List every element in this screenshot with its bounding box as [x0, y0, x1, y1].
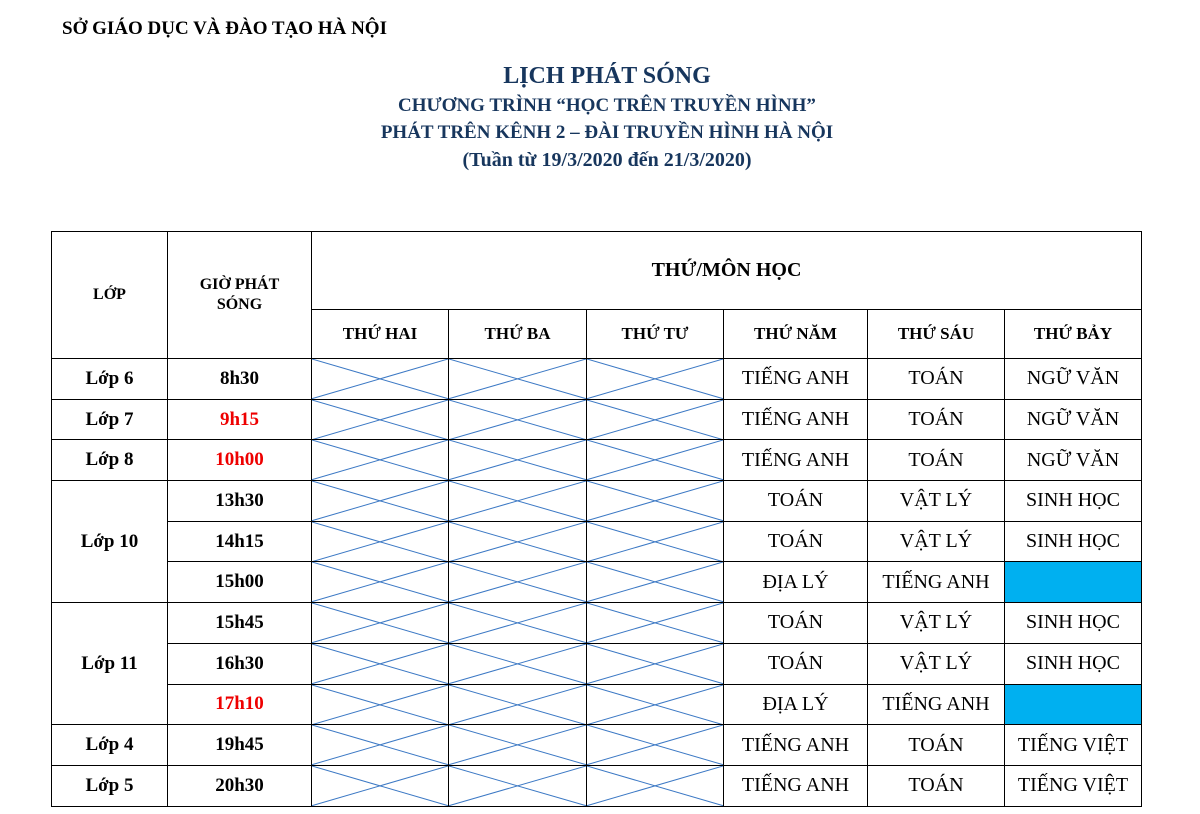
time-cell: 17h10	[168, 684, 312, 725]
empty-crossed-cell	[587, 765, 724, 806]
cross-mark-icon	[587, 766, 723, 806]
time-cell: 13h30	[168, 481, 312, 522]
day-header: THỨ HAI	[312, 310, 449, 359]
subject-cell-fri: VẬT LÝ	[868, 481, 1005, 522]
class-cell: Lớp 5	[52, 765, 168, 806]
cross-mark-icon	[312, 562, 448, 602]
cross-mark-icon	[449, 400, 586, 440]
org-name: SỞ GIÁO DỤC VÀ ĐÀO TẠO HÀ NỘI	[62, 18, 387, 39]
empty-crossed-cell	[449, 399, 587, 440]
day-header: THỨ TƯ	[587, 310, 724, 359]
cross-mark-icon	[449, 562, 586, 602]
table-row	[52, 603, 1142, 644]
empty-crossed-cell	[449, 643, 587, 684]
cross-mark-icon	[312, 481, 448, 521]
day-header: THỨ BA	[449, 310, 587, 359]
cross-mark-icon	[587, 725, 723, 765]
subject-cell-thu: TOÁN	[724, 643, 868, 684]
cross-mark-icon	[312, 400, 448, 440]
table-row	[52, 643, 1142, 684]
empty-crossed-cell	[312, 643, 449, 684]
cross-mark-icon	[449, 685, 586, 725]
time-cell: 15h45	[168, 603, 312, 644]
title-block	[0, 60, 1200, 175]
cross-mark-icon	[587, 562, 723, 602]
empty-crossed-cell	[449, 440, 587, 481]
subject-cell-fri: VẬT LÝ	[868, 521, 1005, 562]
schedule-body	[52, 359, 1142, 807]
class-cell: Lớp 4	[52, 725, 168, 766]
empty-crossed-cell	[312, 684, 449, 725]
table-row	[52, 359, 1142, 400]
cross-mark-icon	[587, 400, 723, 440]
subject-cell-fri: TIẾNG ANH	[868, 562, 1005, 603]
cross-mark-icon	[449, 481, 586, 521]
cross-mark-icon	[312, 644, 448, 684]
class-cell: Lớp 6	[52, 359, 168, 400]
empty-crossed-cell	[587, 481, 724, 522]
subject-cell-sat: NGỮ VĂN	[1005, 440, 1142, 481]
empty-crossed-cell	[312, 481, 449, 522]
cross-mark-icon	[312, 522, 448, 562]
empty-crossed-cell	[312, 399, 449, 440]
empty-crossed-cell	[312, 725, 449, 766]
table-row	[52, 562, 1142, 603]
subject-cell-thu: TOÁN	[724, 521, 868, 562]
subject-cell-thu: TIẾNG ANH	[724, 725, 868, 766]
cross-mark-icon	[587, 522, 723, 562]
empty-crossed-cell	[587, 643, 724, 684]
subject-cell-sat: SINH HỌC	[1005, 521, 1142, 562]
subject-cell-thu: TOÁN	[724, 603, 868, 644]
class-cell: Lớp 7	[52, 399, 168, 440]
subject-cell-thu: TOÁN	[724, 481, 868, 522]
cross-mark-icon	[449, 522, 586, 562]
subject-cell-sat: NGỮ VĂN	[1005, 359, 1142, 400]
subject-cell-thu: TIẾNG ANH	[724, 359, 868, 400]
day-header: THỨ BẢY	[1005, 310, 1142, 359]
time-cell: 15h00	[168, 562, 312, 603]
cross-mark-icon	[449, 359, 586, 399]
subject-cell-sat: SINH HỌC	[1005, 603, 1142, 644]
table-row	[52, 725, 1142, 766]
cross-mark-icon	[449, 603, 586, 643]
cross-mark-icon	[449, 766, 586, 806]
empty-crossed-cell	[312, 359, 449, 400]
header-time-label: GIỜ PHÁT SÓNG	[199, 276, 280, 313]
header-time	[168, 232, 312, 359]
empty-crossed-cell	[587, 562, 724, 603]
program-subtitle: CHƯƠNG TRÌNH “HỌC TRÊN TRUYỀN HÌNH”	[398, 95, 816, 116]
subject-cell-fri: TOÁN	[868, 440, 1005, 481]
day-header: THỨ NĂM	[724, 310, 868, 359]
cross-mark-icon	[312, 685, 448, 725]
empty-crossed-cell	[449, 481, 587, 522]
time-cell: 8h30	[168, 359, 312, 400]
cross-mark-icon	[587, 440, 723, 480]
empty-crossed-cell	[312, 521, 449, 562]
time-cell: 16h30	[168, 643, 312, 684]
empty-crossed-cell	[449, 521, 587, 562]
cross-mark-icon	[587, 644, 723, 684]
header-class: LỚP	[52, 232, 168, 359]
cross-mark-icon	[587, 481, 723, 521]
table-row	[52, 765, 1142, 806]
empty-crossed-cell	[587, 440, 724, 481]
subject-cell-fri: TOÁN	[868, 399, 1005, 440]
table-row	[52, 521, 1142, 562]
subject-cell-sat: TIẾNG VIỆT	[1005, 765, 1142, 806]
class-cell: Lớp 11	[52, 603, 168, 725]
empty-crossed-cell	[312, 562, 449, 603]
cross-mark-icon	[587, 603, 723, 643]
subject-cell-sat: NGỮ VĂN	[1005, 399, 1142, 440]
time-cell: 20h30	[168, 765, 312, 806]
empty-crossed-cell	[312, 440, 449, 481]
table-row	[52, 399, 1142, 440]
cross-mark-icon	[312, 440, 448, 480]
subject-cell-thu: TIẾNG ANH	[724, 399, 868, 440]
empty-crossed-cell	[587, 399, 724, 440]
subject-cell-sat	[1005, 562, 1142, 603]
cross-mark-icon	[587, 685, 723, 725]
subject-cell-sat	[1005, 684, 1142, 725]
cross-mark-icon	[449, 440, 586, 480]
empty-crossed-cell	[449, 684, 587, 725]
subject-cell-sat: SINH HỌC	[1005, 481, 1142, 522]
subject-cell-thu: ĐỊA LÝ	[724, 562, 868, 603]
cross-mark-icon	[312, 766, 448, 806]
page-title: LỊCH PHÁT SÓNG	[503, 63, 711, 89]
subject-cell-fri: TOÁN	[868, 359, 1005, 400]
subject-cell-fri: VẬT LÝ	[868, 603, 1005, 644]
subject-cell-fri: TOÁN	[868, 725, 1005, 766]
time-cell: 14h15	[168, 521, 312, 562]
empty-crossed-cell	[449, 765, 587, 806]
empty-crossed-cell	[449, 603, 587, 644]
class-cell: Lớp 10	[52, 481, 168, 603]
subject-cell-thu: TIẾNG ANH	[724, 440, 868, 481]
subject-cell-sat: SINH HỌC	[1005, 643, 1142, 684]
table-row	[52, 481, 1142, 522]
subject-cell-fri: VẬT LÝ	[868, 643, 1005, 684]
cross-mark-icon	[312, 359, 448, 399]
empty-crossed-cell	[449, 562, 587, 603]
cross-mark-icon	[587, 359, 723, 399]
time-cell: 19h45	[168, 725, 312, 766]
header-days: THỨ/MÔN HỌC	[312, 232, 1142, 310]
table-row	[52, 684, 1142, 725]
cross-mark-icon	[312, 725, 448, 765]
subject-cell-fri: TIẾNG ANH	[868, 684, 1005, 725]
time-cell: 10h00	[168, 440, 312, 481]
cross-mark-icon	[449, 725, 586, 765]
empty-crossed-cell	[312, 603, 449, 644]
class-cell: Lớp 8	[52, 440, 168, 481]
subject-cell-thu: ĐỊA LÝ	[724, 684, 868, 725]
empty-crossed-cell	[587, 684, 724, 725]
empty-crossed-cell	[587, 521, 724, 562]
channel-subtitle: PHÁT TRÊN KÊNH 2 – ĐÀI TRUYỀN HÌNH HÀ NỘI	[380, 122, 834, 143]
empty-crossed-cell	[587, 359, 724, 400]
empty-crossed-cell	[587, 603, 724, 644]
subject-cell-thu: TIẾNG ANH	[724, 765, 868, 806]
empty-crossed-cell	[312, 765, 449, 806]
subject-cell-sat: TIẾNG VIỆT	[1005, 725, 1142, 766]
empty-crossed-cell	[587, 725, 724, 766]
table-row	[52, 440, 1142, 481]
subject-cell-fri: TOÁN	[868, 765, 1005, 806]
empty-crossed-cell	[449, 359, 587, 400]
schedule-table	[51, 231, 1142, 807]
cross-mark-icon	[312, 603, 448, 643]
day-header: THỨ SÁU	[868, 310, 1005, 359]
cross-mark-icon	[449, 644, 586, 684]
time-cell: 9h15	[168, 399, 312, 440]
empty-crossed-cell	[449, 725, 587, 766]
week-range: (Tuần từ 19/3/2020 đến 21/3/2020)	[462, 149, 752, 171]
